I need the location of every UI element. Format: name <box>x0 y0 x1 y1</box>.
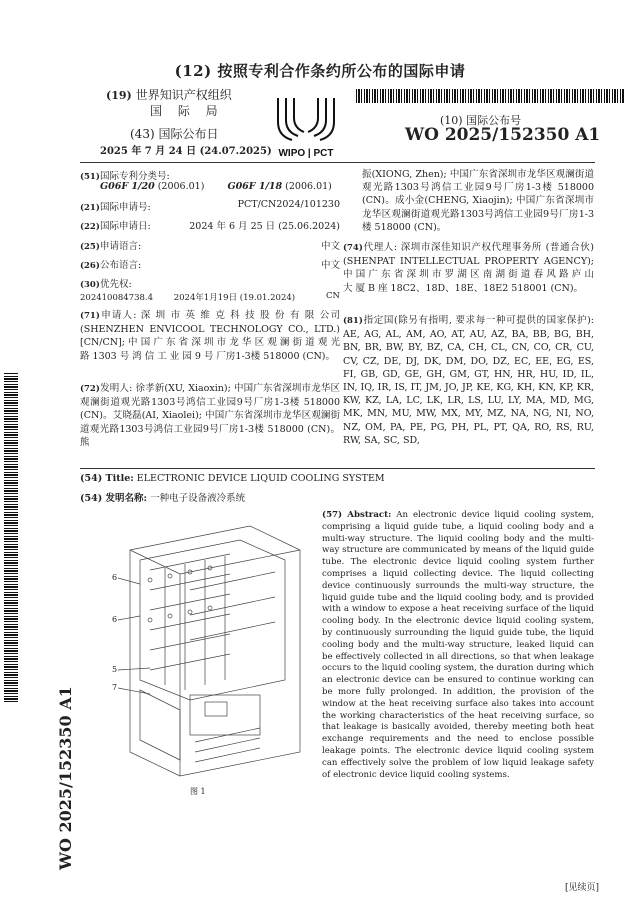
field-71: (71)申请人: 深 圳 市 英 维 克 科 技 股 份 有 限 公司(SHENZHEN ENVICOOL TECHNOLOGY CO., LTD.) [CN/CN]; 中 国 广 东 省 深 圳 市 龙 华 区 观 澜 街 道 观 光 路 1303 号 鸿 信 工 业 园 9 号 厂房1-3楼 518000 (CN)。 <box>80 310 340 362</box>
divider-top <box>80 162 595 163</box>
logo-text: WIPO | PCT <box>278 148 334 159</box>
title-cn: (54) 发明名称: 一种电子设备液冷系统 <box>80 493 246 504</box>
field-51: (51)国际专利分类号: <box>80 171 170 182</box>
priority-line: 202410084738.4 2024年1月19日 (19.01.2024) CN <box>80 291 340 303</box>
field-81: (81)指定国(除另有指明, 要求每一种可提供的国家保护): AE, AG, AL, AM, AO, AT, AU, AZ, BA, BB, BG, BH, BN, BR, BW, BY, BZ, CA, CH, CL, CN, CO, CR, CU, CV, CZ, DE, DJ, DK, DM, DO, DZ, EC, EE, EG, ES, FI, GB, GD, GE, GH, GM, GT, HN, HR, HU, ID, IL, IN, IQ, IR, IS, IT, JM, JO, JP, KE, KG, KH, KN, KP, KR, KW, KZ, LA, LC, LK, LR, LS, LU, LY, MA, MD, MG, MK, MN, MU, MW, MX, MY, MZ, NA, NG, NI, NO, NZ, OM, PA, PE, PG, PH, PL, PT, QA, RO, RS, RU, RW, SA, SC, SD, <box>343 315 594 446</box>
pub-date: 2025 年 7 月 24 日 (24.07.2025) <box>100 146 272 157</box>
barcode-top <box>356 89 624 103</box>
field-30: (30)优先权: <box>80 279 132 290</box>
pub-no-label: (10) 国际公布号 <box>440 114 522 127</box>
field-26: (26)公布语言: 中文 <box>80 260 340 271</box>
org-sub: 国 际 局 <box>150 104 224 118</box>
wipo-logo-icon <box>270 92 342 160</box>
field-72: (72)发明人: 徐孝新(XU, Xiaoxin); 中国广东省深圳市龙华区观澜街道观光路1303号鸿信工业园9号厂房1-3楼 518000 (CN)。艾晓磊(AI, Xiaolei); 中国广东省深圳市龙华区观澜街道观光路1303号鸿信工业园9号厂房1-3楼 518000 (CN)。熊 <box>80 383 340 448</box>
field-25: (25)申请语言: 中文 <box>80 241 340 252</box>
fig-label-4: 7 <box>112 683 118 692</box>
inventor-continued: 振(XIONG, Zhen); 中国广东省深圳市龙华区观澜街道观光路1303号鸿信工业园9号厂房1-3楼 518000 (CN)。成小金(CHENG, Xiaojin); 中国广东省深圳市龙华区观澜街道观光路1303号鸿信工业园9号厂房1-3楼 518000 (CN)。 <box>362 169 594 233</box>
title-en: (54) Title: ELECTRONIC DEVICE LIQUID COOLING SYSTEM <box>80 473 385 484</box>
org-name: (19) 世界知识产权组织 <box>106 88 232 102</box>
field-22: (22)国际申请日: 2024 年 6 月 25 日 (25.06.2024) <box>80 221 340 232</box>
fig-label-1: 6 <box>112 573 118 582</box>
barcode-side <box>4 372 18 702</box>
pub-no: WO 2025/152350 A1 <box>405 125 601 145</box>
patent-drawing <box>110 520 315 782</box>
document-title: (12) 按照专利合作条约所公布的国际申请 <box>174 62 466 80</box>
abstract: (57) Abstract: An electronic device liquid cooling system, comprising a liquid guide tube, a liquid cooling body and a multi-way structure. The liquid cooling body and the multi-way structure are communicated by means of the liquid guide tube. The electronic device liquid cooling system further comprises a liquid collecting device. The liquid collecting device continuously surrounds the multi-way structure, the liquid guide tube and the liquid cooling body, and is provided with a window to expose a heat receiving surface of the liquid cooling body. In the electronic device liquid cooling system, by continuously surrounding the liquid guide tube, the liquid cooling body and the multi-way structure, leaked liquid can be effectively collected in all directions, so that when leakage occurs to the liquid cooling system, the duration during which an electronic device can be ensured to continue working can be more fully prolonged. In addition, the provision of the window at the heat receiving surface also takes into account the working characteristics of the heat receiving surface, so that leakage is basically avoided, thereby meeting both heat exchange requirements and the need to enclose possible leakage points. The electronic device liquid cooling system can effectively solve the problem of low liquid leakage safety of electronic device liquid cooling systems. <box>322 510 595 780</box>
pub-date-label: (43) 国际公布日 <box>130 127 219 141</box>
divider-mid <box>80 468 595 469</box>
ipc-codes: G06F 1/20 (2006.01) G06F 1/18 (2006.01) <box>100 181 332 192</box>
field-21: (21)国际申请号: PCT/CN2024/101230 <box>80 199 340 213</box>
fig-label-2: 6 <box>112 615 118 624</box>
side-pub-number: WO 2025/152350 A1 <box>56 686 75 870</box>
continued-note: [见续页] <box>565 883 600 893</box>
fig-label-3: 5 <box>112 665 118 674</box>
figure-caption: 图 1 <box>190 787 206 796</box>
field-74: (74)代理人: 深圳市深佳知识产权代理事务所 (普通合伙) (SHENPAT INTELLECTUAL PROPERTY AGENCY); 中 国 广 东 省 深 圳 市 罗 湖 区 南 湖 街 道 春 风 路 庐 山 大 厦 B 座 18C2、18D、18E、18E2 518001 (CN)。 <box>343 242 594 294</box>
